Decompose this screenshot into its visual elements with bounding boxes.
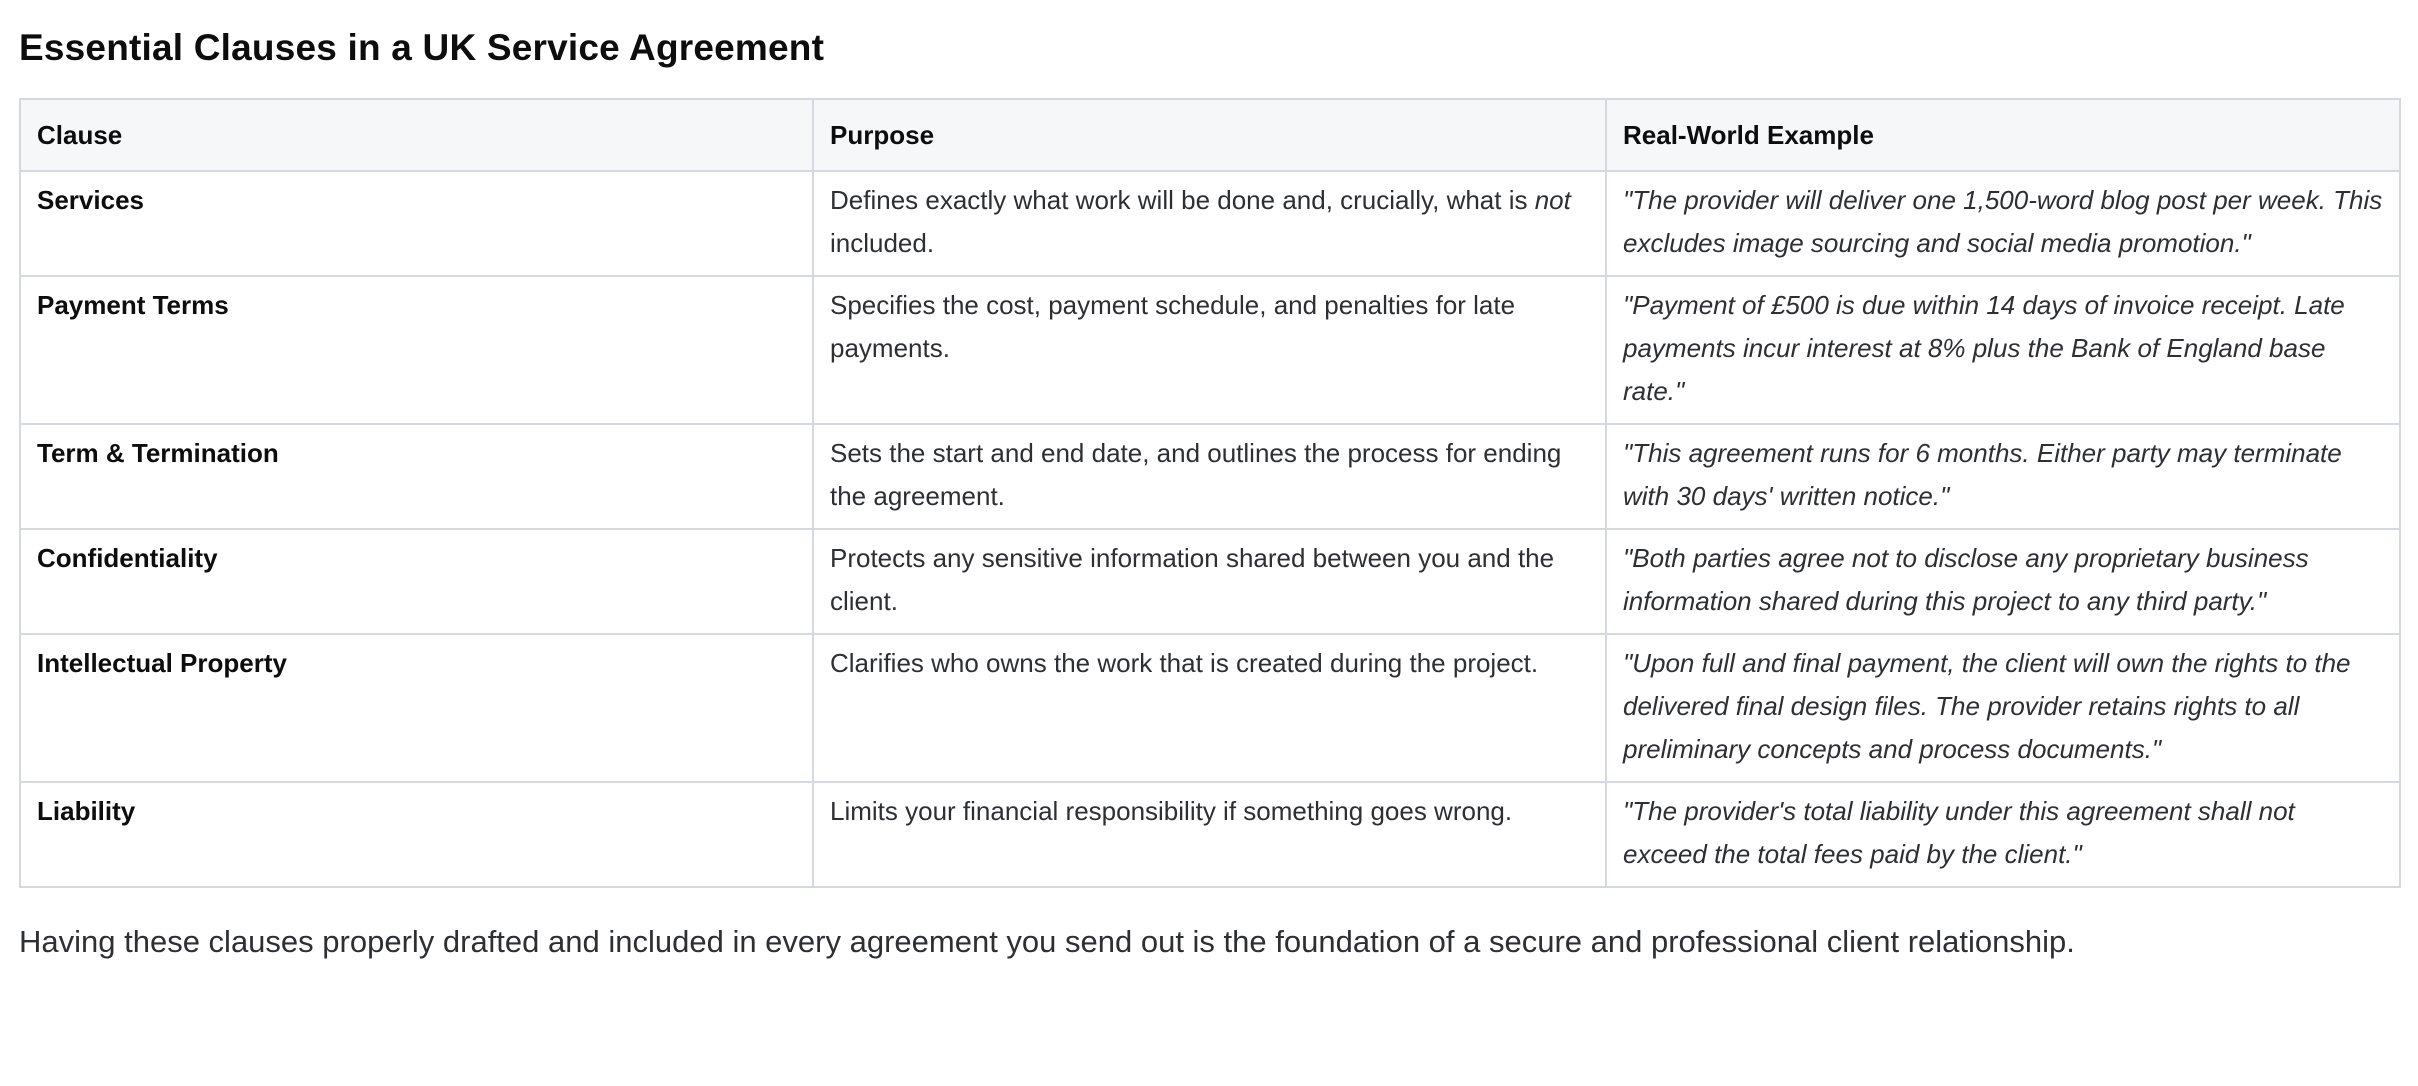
clause-cell: Services [20,171,813,276]
purpose-emphasis: not [1534,185,1571,215]
header-example: Real-World Example [1606,99,2400,171]
clauses-table [19,98,2401,888]
clause-cell: Payment Terms [20,276,813,424]
example-cell: "Both parties agree not to disclose any proprietary business information shared during this project to any third party." [1606,529,2400,634]
footer-paragraph: Having these clauses properly drafted and included in every agreement you send out is the foundation of a secure and professional client relationship. [19,924,2075,959]
purpose-cell: Protects any sensitive information shared between you and the client. [813,529,1606,634]
header-purpose: Purpose [813,99,1606,171]
example-cell: "Payment of £500 is due within 14 days of invoice receipt. Late payments incur interest at 8% plus the Bank of England base rate." [1606,276,2400,424]
table-header-row [20,99,2400,171]
header-clause: Clause [20,99,813,171]
table-row [20,276,2400,424]
clause-cell: Term & Termination [20,424,813,529]
table-row [20,634,2400,782]
purpose-cell: Clarifies who owns the work that is created during the project. [813,634,1606,782]
purpose-cell [813,171,1606,276]
purpose-cell: Limits your financial responsibility if something goes wrong. [813,782,1606,887]
example-cell: "The provider's total liability under this agreement shall not exceed the total fees paid by the client." [1606,782,2400,887]
example-cell: "The provider will deliver one 1,500-word blog post per week. This excludes image sourcing and social media promotion." [1606,171,2400,276]
purpose-text: Defines exactly what work will be done and, crucially, what is [830,185,1535,215]
example-cell: "Upon full and final payment, the client will own the rights to the delivered final design files. The provider retains rights to all preliminary concepts and process documents." [1606,634,2400,782]
example-cell: "This agreement runs for 6 months. Either party may terminate with 30 days' written notice." [1606,424,2400,529]
table-row [20,529,2400,634]
table-row [20,424,2400,529]
purpose-cell: Sets the start and end date, and outlines the process for ending the agreement. [813,424,1606,529]
page-title: Essential Clauses in a UK Service Agreement [19,27,825,68]
table-row [20,171,2400,276]
clause-cell: Liability [20,782,813,887]
table-row [20,782,2400,887]
purpose-text: included. [830,228,935,258]
purpose-cell: Specifies the cost, payment schedule, and penalties for late payments. [813,276,1606,424]
clause-cell: Confidentiality [20,529,813,634]
clause-cell: Intellectual Property [20,634,813,782]
